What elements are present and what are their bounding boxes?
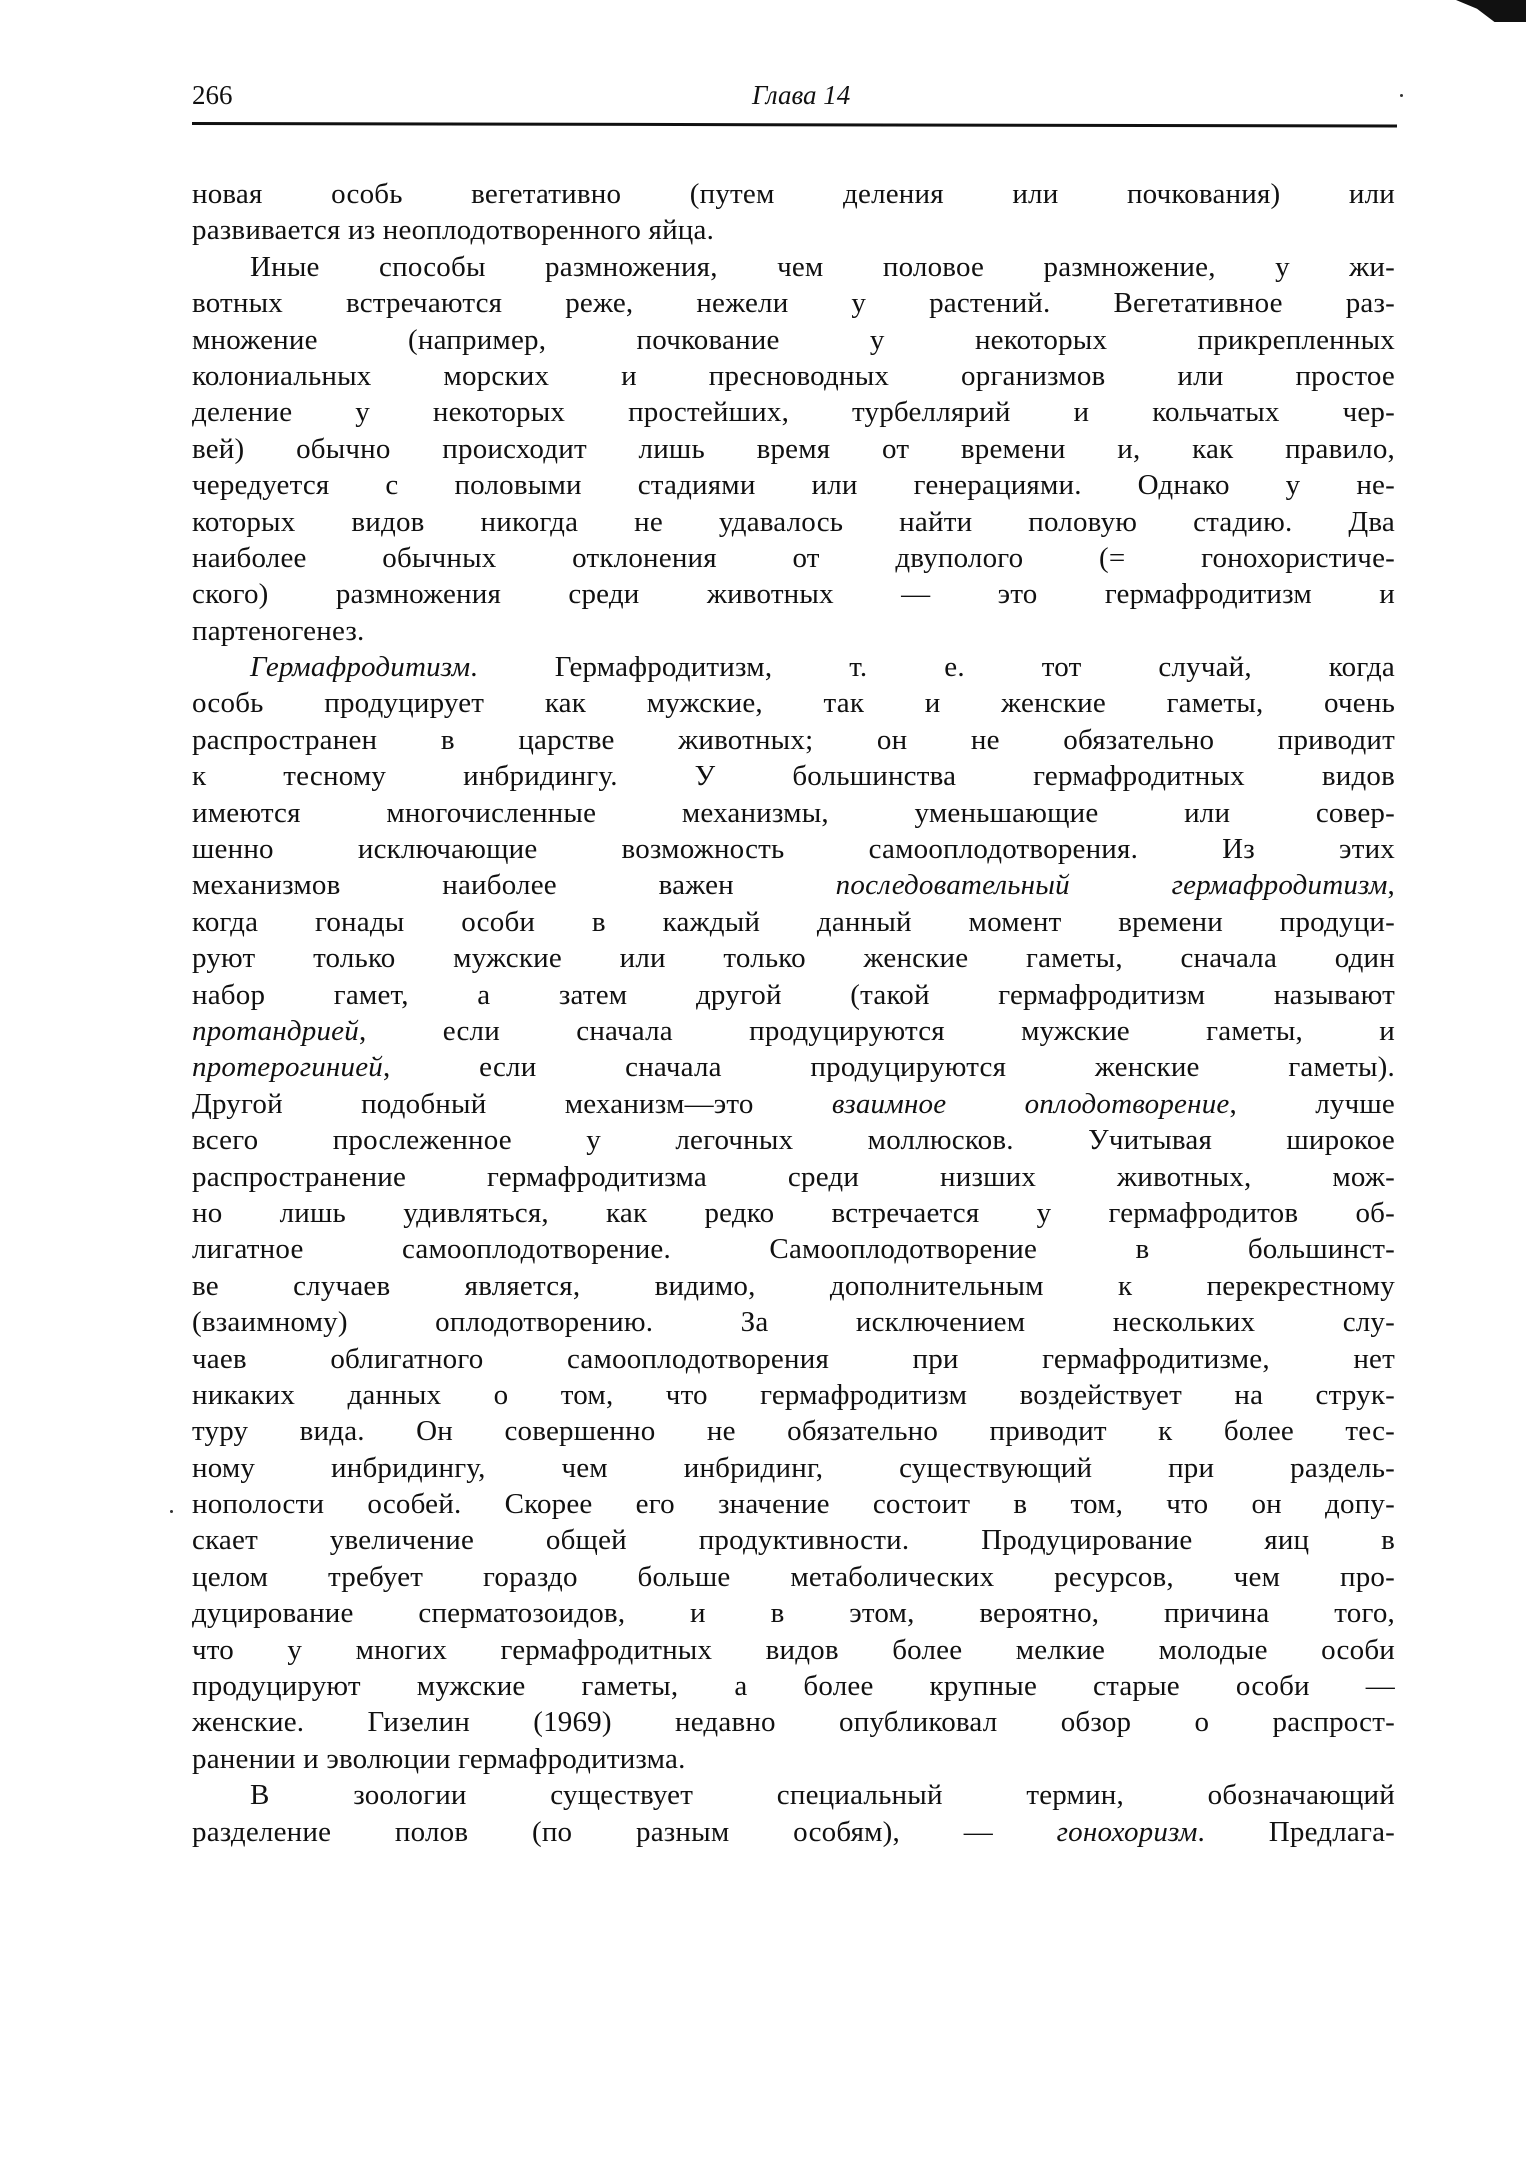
text-run: имеются многочисленные механизмы, уменьшающие или совер- [192, 796, 1395, 829]
body-text [192, 176, 1395, 1850]
text-run: когда гонады особи в каждый данный момент времени продуци- [192, 905, 1395, 938]
text-line [192, 212, 1395, 248]
text-line [192, 1268, 1395, 1304]
text-line [192, 1704, 1395, 1740]
text-run: распространение гермафродитизма среди низших животных, мож- [192, 1160, 1395, 1193]
text-run: нополости особей. Скорее его значение состоит в том, что он допу- [192, 1488, 1395, 1521]
text-run: набор гамет, а затем другой (такой гермафродитизм называют [192, 978, 1395, 1011]
text-run: дуцирование сперматозоидов, и в этом, вероятно, причина того, [192, 1597, 1395, 1630]
italic-term: взаимное оплодотворение [831, 1087, 1230, 1120]
text-run: туру вида. Он совершенно не обязательно приводит к более тес- [192, 1415, 1395, 1448]
text-run: лигатное самооплодотворение. Самооплодотворение в большинст- [192, 1233, 1395, 1266]
italic-term: протерогинией [192, 1051, 383, 1084]
text-run: В зоологии существует специальный термин, обозначающий [250, 1779, 1395, 1812]
italic-term: гонохоризм [1056, 1815, 1198, 1848]
text-run: . Гермафродитизм, т. е. тот случай, когда [470, 651, 1395, 684]
text-run: целом требует гораздо больше метаболических ресурсов, чем про- [192, 1560, 1395, 1593]
text-line [192, 1013, 1395, 1049]
text-run: , если сначала продуцируются мужские гаметы, и [358, 1014, 1395, 1047]
text-line [192, 249, 1395, 285]
italic-term: Гермафродитизм [250, 651, 471, 684]
text-run: что у многих гермафродитных видов более мелкие молодые особи [192, 1633, 1395, 1666]
text-line [192, 1814, 1395, 1850]
running-head: Глава 14 [752, 80, 851, 110]
text-run: . Предлага- [1197, 1815, 1395, 1848]
text-line [192, 1741, 1395, 1777]
text-run: механизмов наиболее важен [192, 869, 836, 902]
text-run: всего прослеженное у легочных моллюсков. Учитывая широкое [192, 1124, 1395, 1157]
page-header [192, 80, 1395, 116]
text-line [192, 358, 1395, 394]
text-run: продуцируют мужские гаметы, а более крупные старые особи — [192, 1670, 1395, 1703]
text-line [192, 831, 1395, 867]
text-line [192, 1377, 1395, 1413]
text-run: Иные способы размножения, чем половое размножение, у жи- [250, 250, 1395, 283]
text-run: ному инбридингу, чем инбридинг, существующий при раздель- [192, 1451, 1395, 1484]
text-run: но лишь удивляться, как редко встречается у гермафродитов об- [192, 1196, 1395, 1229]
text-run: особь продуцирует как мужские, так и женские гаметы, очень [192, 687, 1395, 720]
text-line [192, 1486, 1395, 1522]
scan-corner-mark [1456, 0, 1526, 22]
text-line [192, 1450, 1395, 1486]
text-run: ского) размножения среди животных — это гермафродитизм и [192, 578, 1395, 611]
text-run: , [1387, 869, 1395, 902]
text-run: чередуется с половыми стадиями или генерациями. Однако у не- [192, 469, 1395, 502]
text-line [192, 722, 1395, 758]
text-run: ранении и эволюции гермафродитизма. [192, 1742, 686, 1775]
text-line [192, 1559, 1395, 1595]
text-line [192, 758, 1395, 794]
text-run: наиболее обычных отклонения от двуполого (= гонохористиче- [192, 541, 1395, 574]
text-run: скает увеличение общей продуктивности. Продуцирование яиц в [192, 1524, 1395, 1557]
italic-term: последовательный гермафродитизм [835, 869, 1388, 902]
text-line [192, 394, 1395, 430]
text-run: (взаимному) оплодотворению. За исключением нескольких слу- [192, 1306, 1395, 1339]
text-run: развивается из неоплодотворенного яйца. [192, 214, 715, 247]
text-line [192, 1122, 1395, 1158]
text-run: женские. Гизелин (1969) недавно опубликовал обзор о распрост- [192, 1706, 1395, 1739]
text-line [192, 867, 1395, 903]
text-line [192, 977, 1395, 1013]
text-line [192, 322, 1395, 358]
text-line [192, 904, 1395, 940]
italic-term: протандрией [192, 1014, 359, 1047]
text-run: никаких данных о том, что гермафродитизм воздействует на струк- [192, 1378, 1395, 1411]
text-line [192, 1304, 1395, 1340]
text-line [192, 1632, 1395, 1668]
text-run: колониальных морских и пресноводных организмов или простое [192, 359, 1395, 392]
paragraph [192, 176, 1395, 249]
text-line [192, 1195, 1395, 1231]
text-line [192, 540, 1395, 576]
text-run: вотных встречаются реже, нежели у растений. Вегетативное раз- [192, 287, 1395, 320]
text-run: множение (например, почкование у некоторых прикрепленных [192, 323, 1395, 356]
text-line [192, 1231, 1395, 1267]
text-line [192, 1086, 1395, 1122]
paragraph [192, 1777, 1395, 1850]
text-run: руют только мужские или только женские гаметы, сначала один [192, 942, 1395, 975]
paragraph [192, 249, 1395, 649]
text-line [192, 1777, 1395, 1813]
text-run: ве случаев является, видимо, дополнительным к перекрестному [192, 1269, 1395, 1302]
scan-speck [1400, 94, 1403, 97]
text-line [192, 285, 1395, 321]
text-line [192, 176, 1395, 212]
text-line [192, 431, 1395, 467]
text-run: чаев облигатного самооплодотворения при гермафродитизме, нет [192, 1342, 1395, 1375]
text-run: партеногенез. [192, 614, 365, 647]
text-line [192, 649, 1395, 685]
text-line [192, 1413, 1395, 1449]
text-run: вей) обычно происходит лишь время от времени и, как правило, [192, 432, 1395, 465]
text-run: распространен в царстве животных; он не обязательно приводит [192, 723, 1395, 756]
text-line [192, 576, 1395, 612]
text-line [192, 1049, 1395, 1085]
text-run: которых видов никогда не удавалось найти половую стадию. Два [192, 505, 1395, 538]
text-line [192, 1522, 1395, 1558]
scan-speck [170, 1510, 173, 1513]
text-run: , если сначала продуцируются женские гаметы). [383, 1051, 1395, 1084]
text-run: к тесному инбридингу. У большинства гермафродитных видов [192, 760, 1395, 793]
page-number: 266 [192, 80, 233, 110]
text-line [192, 1668, 1395, 1704]
text-line [192, 1341, 1395, 1377]
text-run: деление у некоторых простейших, турбеллярий и кольчатых чер- [192, 396, 1395, 429]
text-line [192, 1159, 1395, 1195]
text-line [192, 467, 1395, 503]
text-run: новая особь вегетативно (путем деления или почкования) или [192, 178, 1395, 210]
text-line [192, 940, 1395, 976]
text-run: , лучше [1229, 1087, 1395, 1120]
text-line [192, 613, 1395, 649]
text-line [192, 1595, 1395, 1631]
paragraph [192, 649, 1395, 1777]
header-rule [192, 122, 1397, 128]
text-line [192, 795, 1395, 831]
text-run: Другой подобный механизм—это [192, 1087, 832, 1120]
text-line [192, 504, 1395, 540]
text-run: разделение полов (по разным особям), — [192, 1815, 1057, 1848]
text-line [192, 685, 1395, 721]
text-run: шенно исключающие возможность самооплодотворения. Из этих [192, 833, 1395, 866]
